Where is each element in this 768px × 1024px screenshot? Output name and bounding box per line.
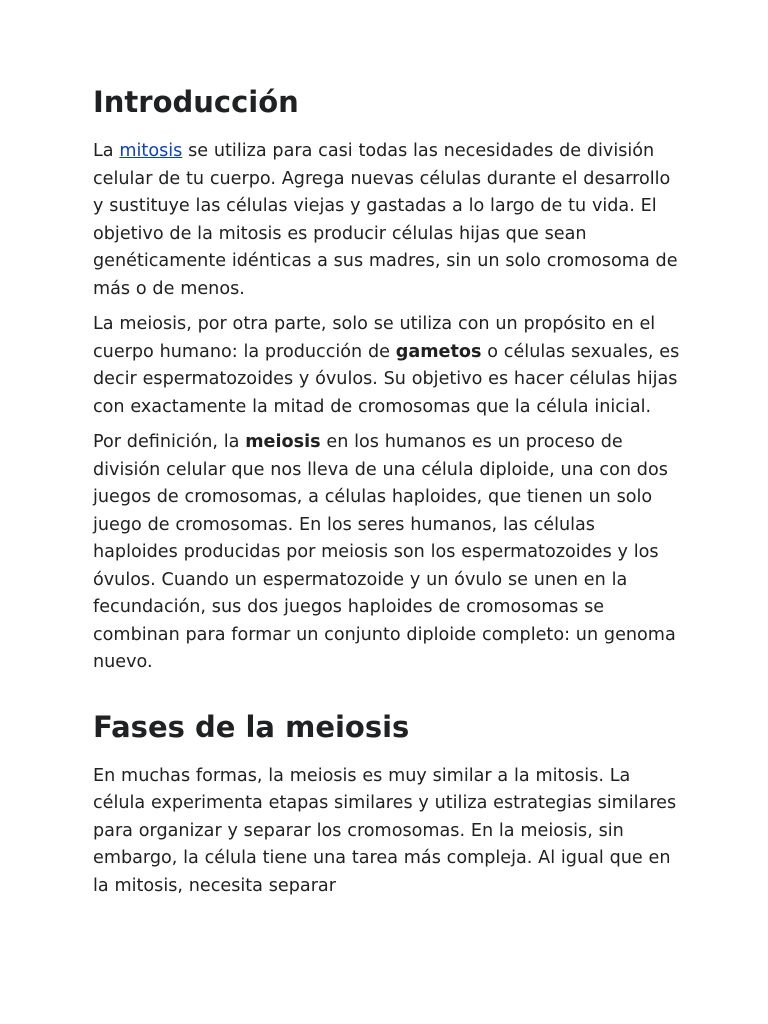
- document-page: [93, 82, 683, 908]
- paragraph-meiosis-gametos: [93, 311, 683, 421]
- mitosis-link[interactable]: mitosis: [119, 141, 183, 161]
- paragraph-meiosis-definicion: [93, 429, 683, 677]
- section-heading-introduccion: Introducción: [93, 85, 299, 119]
- bold-term-gametos: gametos: [395, 341, 482, 362]
- paragraph-text: Por definición, la: [93, 432, 246, 452]
- paragraph-text: La meiosis, por otra parte, solo se utiliza con un propósito en el cuerpo humano: la producción de: [93, 314, 656, 362]
- paragraph-text: o células sexuales, es decir espermatozoides y óvulos. Su objetivo es hacer células hijas con exactamente la mitad de cromosomas que la célula inicial.: [93, 341, 680, 417]
- paragraph-text: en los humanos es un proceso de división celular que nos lleva de una célula diploide, una con dos juegos de cromosomas, a células haploides, que tienen un solo juego de cromosomas. En los seres humanos, las células haploides producidas por meiosis son los espermatozoides y los óvulos. Cuando un espermatozoide y un óvulo se unen en la fecundación, sus dos juegos haploides de cromosomas se combinan para formar un conjunto diploide completo: un genoma nuevo.: [93, 432, 676, 672]
- section-heading-fases: Fases de la meiosis: [93, 709, 410, 744]
- paragraph-mitosis: [93, 138, 683, 303]
- paragraph-text: La: [93, 141, 120, 161]
- paragraph-text: se utiliza para casi todas las necesidades de división celular de tu cuerpo. Agrega nuevas células durante el desarrollo y sustituye las células viejas y gastadas a lo largo de tu vida. El objetivo de la mitosis es producir células hijas que sean genéticamente idénticas a sus madres, sin un solo cromosoma de más o de menos.: [93, 141, 678, 299]
- paragraph-fases: En muchas formas, la meiosis es muy similar a la mitosis. La célula experimenta etapas similares y utiliza estrategias similares para organizar y separar los cromosomas. En la meiosis, sin embargo, la célula tiene una tarea más compleja. Al igual que en la mitosis, necesita separar: [93, 765, 677, 896]
- bold-term-meiosis: meiosis: [245, 432, 321, 452]
